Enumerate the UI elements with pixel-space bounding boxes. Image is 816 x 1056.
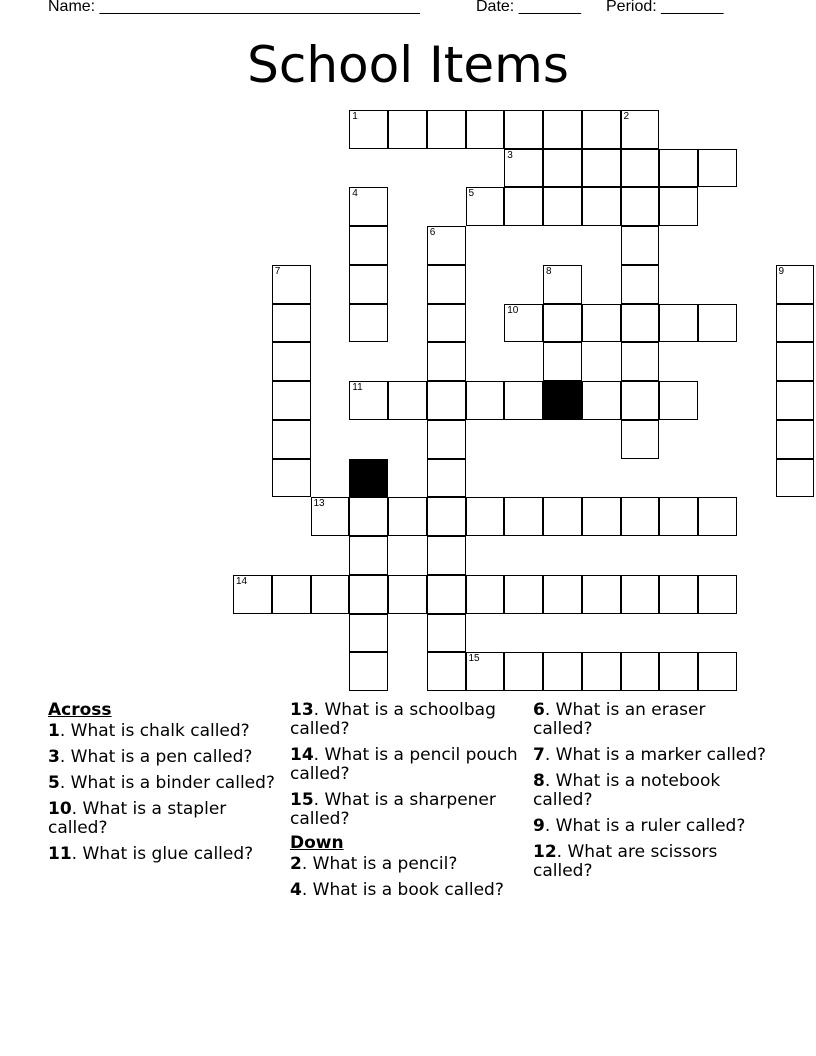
cell-number: 6 [429,227,436,238]
clue-across-14: 14. What is a pencil pouch called? [290,745,518,784]
crossword-cell[interactable] [698,304,737,343]
clue-number: 15 [290,790,314,810]
crossword-cell[interactable] [466,110,505,149]
crossword-cell[interactable] [427,304,466,343]
clue-across-3: 3. What is a pen called? [48,747,253,767]
crossword-cell[interactable] [504,575,543,614]
clue-text: What is a pencil? [312,854,458,874]
crossword-cell[interactable] [776,420,815,459]
crossword-cell[interactable] [427,110,466,149]
crossword-cell[interactable] [582,575,621,614]
crossword-cell[interactable] [621,265,660,304]
crossword-cell[interactable] [272,381,311,420]
crossword-cell[interactable] [272,342,311,381]
clue-number: 13 [290,700,314,720]
clue-text: What is a pencil pouch called? [290,745,518,784]
clue-text: What is an eraser called? [533,700,706,739]
crossword-cell[interactable] [776,304,815,343]
clue-number: 6 [533,700,545,720]
across-heading: Across [48,700,112,720]
crossword-cell[interactable] [543,652,582,691]
clue-number: 7 [533,745,545,765]
clue-text: What is a sharpener called? [290,790,496,829]
crossword-cell[interactable] [427,652,466,691]
cell-number: 13 [313,498,325,510]
crossword-cell[interactable] [621,420,660,459]
crossword-cell[interactable] [427,381,466,420]
crossword-cell[interactable] [349,497,388,536]
crossword-cell[interactable] [504,497,543,536]
crossword-cell[interactable] [427,342,466,381]
clues-column-1 [48,701,284,871]
crossword-cell[interactable] [698,149,737,188]
clue-number: 11 [48,844,72,864]
crossword-cell[interactable] [388,381,427,420]
clue-number: 14 [290,745,314,765]
cell-number: 10 [507,304,519,316]
crossword-cell[interactable] [543,149,582,188]
cell-number: 14 [236,575,248,587]
crossword-cell[interactable] [582,304,621,343]
clue-number: 2 [290,854,302,874]
crossword-cell[interactable] [466,652,505,691]
crossword-cell[interactable] [621,381,660,420]
clue-across-15: 15. What is a sharpener called? [290,790,496,829]
crossword-cell[interactable] [272,420,311,459]
crossword-cell[interactable] [272,575,311,614]
crossword-cell[interactable] [582,652,621,691]
clue-across-13: 13. What is a schoolbag called? [290,700,496,739]
period-field-label: Period: _______ [606,0,724,15]
clue-number: 1 [48,721,60,741]
crossword-cell[interactable] [776,381,815,420]
crossword-cell[interactable] [272,304,311,343]
cell-number: 9 [778,265,785,277]
crossword-cell[interactable] [349,110,388,149]
crossword-cell[interactable] [698,575,737,614]
crossword-cell[interactable] [427,265,466,304]
clue-number: 4 [290,880,302,900]
clue-across-1: 1. What is chalk called? [48,721,250,741]
crossword-cell[interactable] [582,149,621,188]
clue-text: What is chalk called? [70,721,250,741]
clues-column-3 [533,701,769,888]
crossword-cell[interactable] [543,265,582,304]
crossword-cell[interactable] [466,381,505,420]
crossword-cell[interactable] [349,536,388,575]
crossword-cell[interactable] [349,575,388,614]
cell-number: 5 [468,188,475,200]
clue-text: What are scissors called? [533,842,718,881]
clue-text: What is a ruler called? [555,816,746,836]
crossword-cell[interactable] [621,304,660,343]
crossword-cell[interactable] [621,652,660,691]
crossword-cell[interactable] [349,226,388,265]
clue-across-5: 5. What is a binder called? [48,773,275,793]
clue-text: What is a binder called? [70,773,275,793]
clue-across-10: 10. What is a stapler called? [48,799,227,838]
page-title: School Items [247,36,569,94]
crossword-cell[interactable] [621,149,660,188]
crossword-cell[interactable] [427,614,466,653]
name-field-label: Name: ____________________________________ [48,0,420,15]
crossword-cell[interactable] [349,381,388,420]
clue-down-4: 4. What is a book called? [290,880,504,900]
crossword-cell[interactable] [621,497,660,536]
crossword-cell[interactable] [659,304,698,343]
clue-text: What is a notebook called? [533,771,721,810]
crossword-cell[interactable] [621,110,660,149]
clues-column-2 [290,701,526,907]
crossword-cell[interactable] [427,420,466,459]
crossword-cell[interactable] [466,497,505,536]
crossword-cell[interactable] [272,265,311,304]
crossword-cell[interactable] [543,575,582,614]
black-square [543,381,582,420]
crossword-cell[interactable] [776,459,815,498]
cell-number: 2 [623,110,630,122]
crossword-cell[interactable] [543,110,582,149]
clue-number: 8 [533,771,545,791]
crossword-cell[interactable] [659,652,698,691]
cell-number: 4 [352,188,358,200]
clue-number: 12 [533,842,557,862]
cell-number: 1 [352,110,358,122]
crossword-cell[interactable] [621,226,660,265]
crossword-cell[interactable] [504,187,543,226]
crossword-cell[interactable] [659,187,698,226]
clue-text: What is a stapler called? [48,799,227,838]
crossword-cell[interactable] [621,575,660,614]
clue-number: 9 [533,816,545,836]
crossword-cell[interactable] [388,497,427,536]
cell-number: 3 [507,149,513,161]
black-square [349,459,388,498]
clue-text: What is a book called? [312,880,504,900]
crossword-cell[interactable] [388,575,427,614]
crossword-cell[interactable] [427,497,466,536]
clue-down-12: 12. What are scissors called? [533,842,718,881]
down-heading: Down [290,833,344,853]
clue-number: 3 [48,747,60,767]
clue-down-2: 2. What is a pencil? [290,854,458,874]
clue-text: What is glue called? [82,844,254,864]
crossword-cell[interactable] [582,110,621,149]
clue-across-11: 11. What is glue called? [48,844,254,864]
crossword-cell[interactable] [659,149,698,188]
crossword-cell[interactable] [543,342,582,381]
clue-down-7: 7. What is a marker called? [533,745,767,765]
crossword-cell[interactable] [659,381,698,420]
clue-number: 10 [48,799,72,819]
crossword-cell[interactable] [504,149,543,188]
crossword-cell[interactable] [698,497,737,536]
crossword-cell[interactable] [311,575,350,614]
crossword-cell[interactable] [582,381,621,420]
clue-number: 5 [48,773,60,793]
clue-down-6: 6. What is an eraser called? [533,700,706,739]
crossword-cell[interactable] [543,187,582,226]
crossword-cell[interactable] [349,304,388,343]
crossword-cell[interactable] [427,575,466,614]
crossword-cell[interactable] [543,497,582,536]
crossword-cell[interactable] [504,110,543,149]
crossword-cell[interactable] [543,304,582,343]
cell-number: 8 [546,265,552,277]
crossword-cell[interactable] [233,575,272,614]
crossword-cell[interactable] [466,575,505,614]
crossword-cell[interactable] [582,497,621,536]
crossword-cell[interactable] [659,575,698,614]
crossword-cell[interactable] [504,652,543,691]
crossword-cell[interactable] [582,187,621,226]
crossword-cell[interactable] [388,110,427,149]
crossword-cell[interactable] [776,265,815,304]
clue-down-8: 8. What is a notebook called? [533,771,721,810]
crossword-cell[interactable] [504,304,543,343]
cell-number: 15 [468,653,480,665]
crossword-cell[interactable] [427,459,466,498]
crossword-cell[interactable] [349,265,388,304]
crossword-cell[interactable] [427,536,466,575]
date-field-label: Date: _______ [476,0,581,15]
crossword-cell[interactable] [349,652,388,691]
crossword-cell[interactable] [349,614,388,653]
crossword-cell[interactable] [272,459,311,498]
crossword-cell[interactable] [427,226,466,265]
crossword-cell[interactable] [311,497,350,536]
cell-number: 11 [352,382,363,393]
crossword-cell[interactable] [776,342,815,381]
clue-text: What is a schoolbag called? [290,700,496,739]
crossword-cell[interactable] [621,187,660,226]
crossword-cell[interactable] [659,497,698,536]
crossword-cell[interactable] [349,187,388,226]
clue-down-9: 9. What is a ruler called? [533,816,746,836]
crossword-cell[interactable] [621,342,660,381]
clue-text: What is a pen called? [70,747,253,767]
crossword-cell[interactable] [698,652,737,691]
crossword-cell[interactable] [504,381,543,420]
crossword-cell[interactable] [466,187,505,226]
cell-number: 7 [274,265,281,277]
clue-text: What is a marker called? [555,745,767,765]
